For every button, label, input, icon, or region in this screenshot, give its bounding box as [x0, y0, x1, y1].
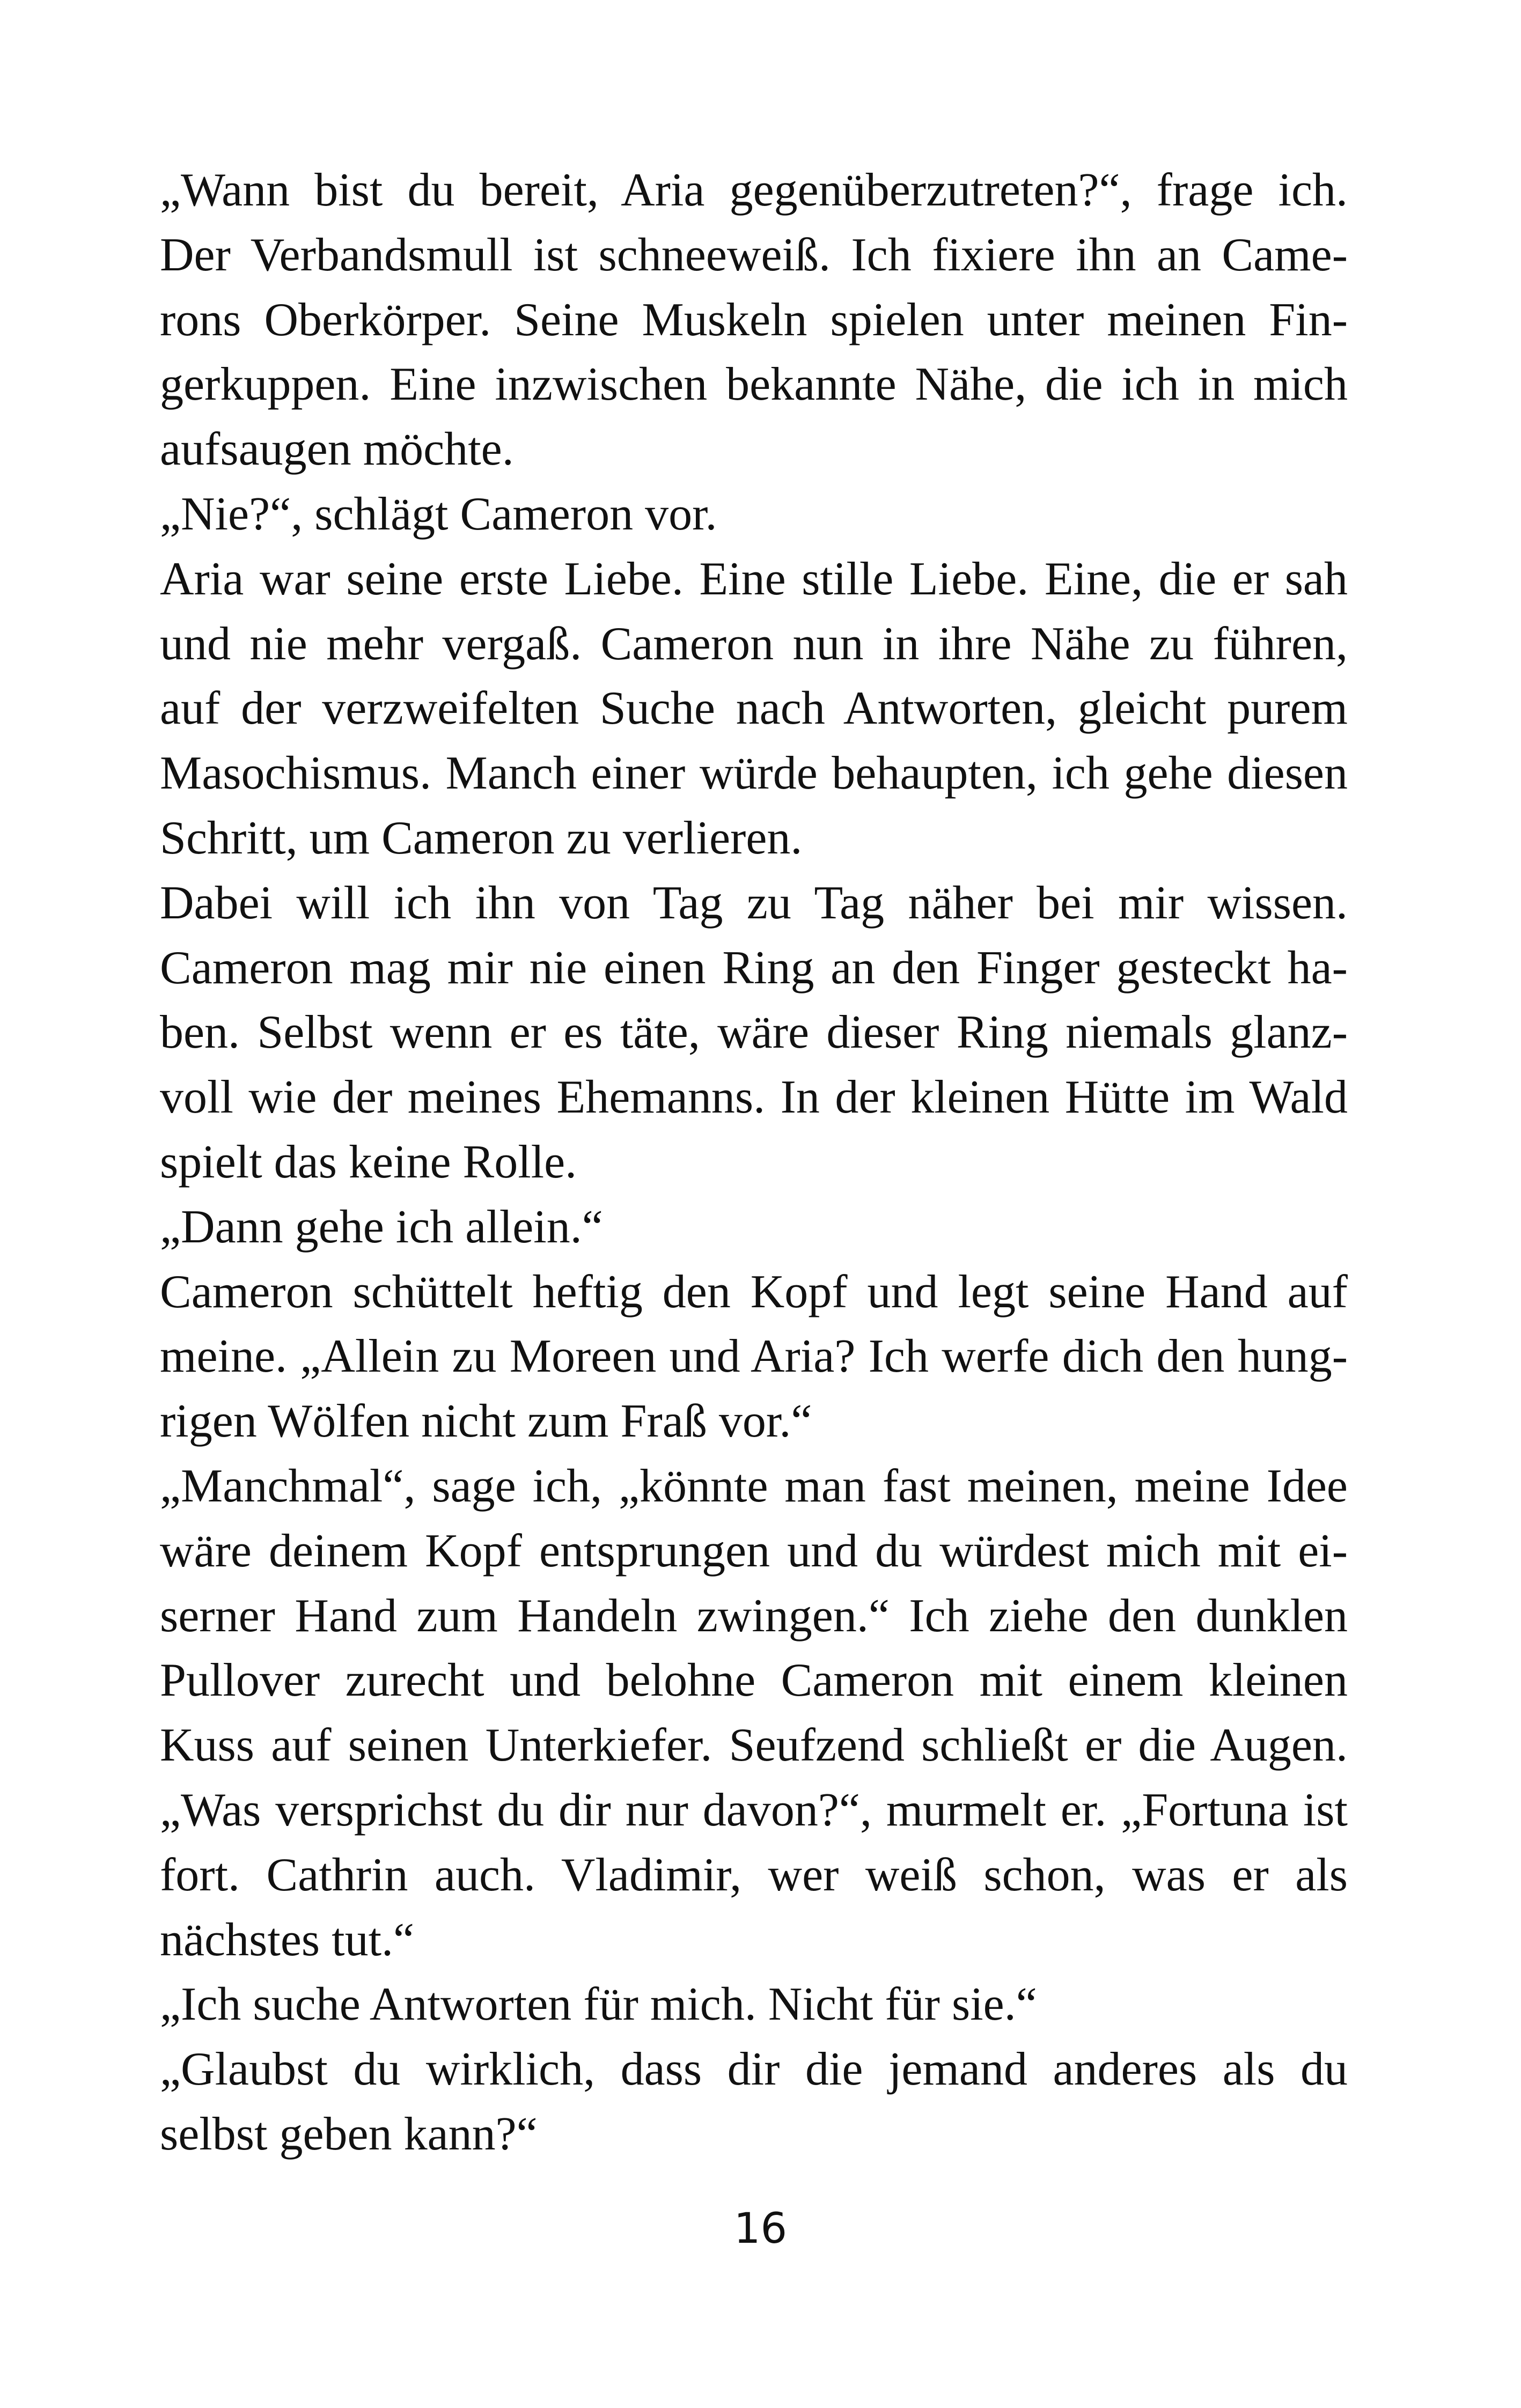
text-line: „Was versprichst du dir nur davon?“, murmelt er. „Fortuna ist	[160, 1784, 1348, 1836]
text-line: Dabei will ich ihn von Tag zu Tag näher bei mir wissen.	[160, 877, 1348, 929]
text-line: rons Oberkörper. Seine Muskeln spielen unter meinen Fin-	[160, 293, 1348, 346]
text-line: „Wann bist du bereit, Aria gegenüberzutreten?“, frage ich.	[160, 164, 1348, 216]
text-line: fort. Cathrin auch. Vladimir, wer weiß schon, was er als	[160, 1849, 1348, 1901]
text-line: gerkuppen. Eine inzwischen bekannte Nähe, die ich in mich	[160, 358, 1348, 411]
text-line: voll wie der meines Ehemanns. In der kleinen Hütte im Wald	[160, 1071, 1348, 1124]
text-line: Kuss auf seinen Unterkiefer. Seufzend schließt er die Augen.	[160, 1719, 1348, 1772]
text-line: auf der verzweifelten Suche nach Antworten, gleicht purem	[160, 682, 1348, 735]
text-line: „Ich suche Antworten für mich. Nicht für sie.“	[160, 1978, 1037, 2031]
text-line: Pullover zurecht und belohne Cameron mit einem kleinen	[160, 1654, 1348, 1707]
text-line: Aria war seine erste Liebe. Eine stille Liebe. Eine, die er sah	[160, 553, 1348, 605]
text-line: wäre deinem Kopf entsprungen und du würdest mich mit ei-	[160, 1525, 1348, 1577]
text-line: „Nie?“, schlägt Cameron vor.	[160, 488, 717, 540]
text-line: aufsaugen möchte.	[160, 423, 514, 476]
text-line: rigen Wölfen nicht zum Fraß vor.“	[160, 1395, 812, 1448]
text-line: serner Hand zum Handeln zwingen.“ Ich ziehe den dunklen	[160, 1589, 1348, 1642]
text-line: selbst geben kann?“	[160, 2108, 538, 2160]
text-line: ben. Selbst wenn er es täte, wäre dieser Ring niemals glanz-	[160, 1006, 1348, 1059]
text-line: meine. „Allein zu Moreen und Aria? Ich werfe dich den hung-	[160, 1330, 1348, 1383]
text-line: nächstes tut.“	[160, 1913, 415, 1966]
text-line: Cameron mag mir nie einen Ring an den Finger gesteckt ha-	[160, 941, 1348, 994]
text-line: und nie mehr vergaß. Cameron nun in ihre Nähe zu führen,	[160, 617, 1348, 670]
text-line: Der Verbandsmull ist schneeweiß. Ich fixiere ihn an Came-	[160, 229, 1348, 281]
text-line: „Dann gehe ich allein.“	[160, 1201, 603, 1253]
text-line: „Manchmal“, sage ich, „könnte man fast meinen, meine Idee	[160, 1460, 1348, 1512]
text-line: Cameron schüttelt heftig den Kopf und legt seine Hand auf	[160, 1265, 1348, 1318]
page-number: 16	[733, 2205, 788, 2253]
text-line: Schritt, um Cameron zu verlieren.	[160, 812, 803, 864]
body-text	[160, 158, 1348, 2167]
text-line: spielt das keine Rolle.	[160, 1136, 577, 1188]
text-line: Masochismus. Manch einer würde behaupten, ich gehe diesen	[160, 747, 1348, 800]
text-line: „Glaubst du wirklich, dass dir die jemand anderes als du	[160, 2043, 1348, 2096]
